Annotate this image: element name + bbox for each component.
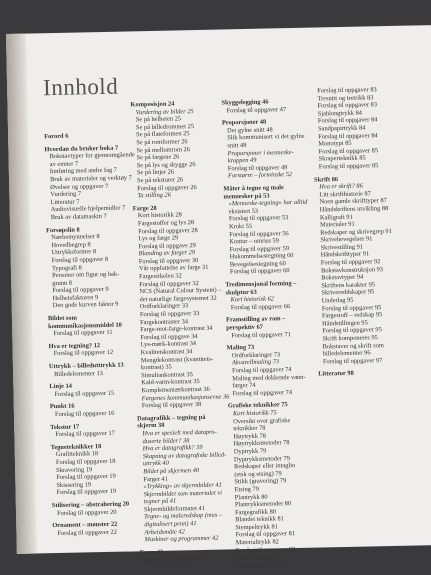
toc-chapter-entry: Tegneteknikker 18 [50,442,102,451]
page-title: Innhold [42,73,119,101]
toc-subentry: Personer om figur og bak- [51,270,120,280]
toc-subentry: Hukommelsestegning 60 [229,252,294,261]
toc-subentry: NCS (Natural Colour System) – [139,286,222,296]
toc-subentry: Farger 41 [143,475,168,483]
toc-subentry: Forslag til oppgaver 30 [138,256,199,266]
toc-subentry: Komplementærkontrast 36 [141,385,210,395]
toc-subentry: Bokstavtyper for gjennomgående [49,151,135,161]
toc-subentry: Kroki 55 [229,222,253,231]
toc-subentry: Litt skrifthistorie 87 [319,190,371,199]
toc-chapter-entry: Stilisering – abstrahering 20 [51,500,130,510]
toc-subentry: Forslag til oppgaver 85 [318,162,379,171]
toc-subentry: Forslag til oppgaver 17 [55,429,115,439]
toc-subentry: Noen gamle skrifttyper 87 [319,197,387,206]
toc-subentry: Forslag til oppgaver 66 [230,302,291,312]
toc-chapter-entry: Grafiske teknikker 75 [227,401,288,410]
toc-chapter-entry: skulptur 63 [225,288,257,297]
toc-subentry: Høytrykk 78 [233,432,267,441]
toc-subentry: Slik kommunisert vi det gylne [227,133,305,142]
toc-subentry: Fargekontraster 34 [139,317,189,326]
toc-subentry: Forslag til oppgaver 18 [55,457,116,467]
toc-subentry: Plantrykksmetoder 80 [234,500,292,509]
toc-subentry: Forslag til oppgaver 92 [320,258,381,267]
toc-subentry: Litteratur 7 [50,198,80,206]
toc-chapter-entry: Uttrykk – billedutttrykk 13 [48,361,124,371]
toc-subentry: Forslag til oppgaver 28 [138,226,198,235]
toc-chapter-entry: Punkt 16 [49,403,75,411]
toc-subentry: Forslag til oppgaver 12 [53,349,114,358]
toc-subentry: Ordforklaringer 33 [139,302,189,311]
book-page [6,25,431,570]
toc-subentry: Forslag til oppgaver 9 [52,286,109,295]
toc-subentry: Helhetsfaktoren 9 [52,294,99,302]
toc-subentry: Dyptrykksmetoder 79 [233,454,290,463]
toc-subentry: Forslag til oppgaver 53 [228,214,289,223]
toc-subentry: Hva er datagrafikk? 39 [142,444,203,453]
toc-subentry: Bruk av datamaskin 7 [50,212,107,222]
toc-subentry: Plantrykk 80 [234,493,268,501]
toc-column-4 [312,86,395,379]
toc-subentry: Forslag til oppgaver 95 [322,326,382,335]
toc-subentry: Forslag til oppgaver 11 [53,329,113,338]
toc-subentry: Etsing 79 [234,485,259,494]
toc-chapter-entry: Farge 28 [132,204,157,213]
toc-subentry: Skravering 19 [56,465,93,474]
toc-subentry: Forslag til oppgave 29 [138,241,196,250]
toc-subentry: Fargestoffer og lys 28 [137,219,195,228]
toc-subentry: Innføring med andre fag 7 [49,167,118,176]
toc-subentry: Forslag til oppgaver 71 [231,330,291,339]
toc-subentry: Forslag til oppgaver 84 [317,116,378,125]
toc-subentry: Forslag til oppgaver 56 [229,229,289,238]
toc-chapter-entry: Komposisjon 24 [130,100,175,109]
toc-subentry: Fargestoff – redskap 95 [321,311,383,320]
toc-subentry: duserte bilder? 38 [142,436,190,445]
toc-subentry: Lys-mørk-kontrast 34 [140,340,197,349]
toc-subentry: det naturlige fargesystemet 32 [139,294,217,304]
toc-subentry: Tresnitt og tretrikk 83 [317,93,374,103]
toc-column-3 [221,98,315,570]
toc-subentry: Skrivestilling 91 [320,243,364,252]
toc-chapter-entry: perspektiv 67 [226,323,264,332]
toc-chapter-entry: Måter å tegne og male [223,184,284,193]
toc-subentry: teknikker 78 [233,424,266,433]
toc-subentry: Monotypi 85 [318,139,352,148]
toc-subentry: Se på teksturer 26 [137,176,184,185]
toc-subentry: Blanding av farger 29 [138,249,196,258]
toc-subentry: Skriftens karakter 95 [321,281,375,290]
toc-subentry: Se på billedrommet 25 [135,122,195,132]
toc-column-2 [130,99,232,564]
toc-subentry: snitt 48 [227,141,247,150]
toc-chapter-entry: Tredimensjonal forming – [225,280,297,289]
toc-subentry: Oversikt over grafiske [233,416,291,425]
toc-subentry: Nærbemynnelser 8 [51,233,100,242]
toc-subentry: Forslag til oppgaver 83 [317,86,377,95]
toc-subentry: Akvarellmaling 73 [231,358,280,367]
toc-subentry: Forslag til oppgave 34 [140,332,198,342]
toc-subentry: Forslag til oppgaver 82 [235,545,296,554]
toc-subentry: farger 74 [232,382,256,390]
toc-subentry: Bokstavkonstruksjon 93 [320,265,384,275]
toc-subentry: Skrivereddskaper 95 [321,288,375,297]
toc-subentry: kontrast) 35 [140,363,172,372]
toc-subentry: «Menneske-tegning» har alltid [228,198,308,208]
toc-subentry: Kontur – omriss 59 [229,237,279,246]
toc-subentry: eksistert 53 [228,207,259,216]
toc-subentry: Kalligrafi 91 [319,213,353,221]
toc-subentry: Linoleumssnitt – [235,553,279,562]
toc-subentry: Proporsjoner i menneske- [227,148,294,157]
toc-subentry: Hva er spesielt med datapro- [142,428,217,438]
toc-subentry: Øvelser og oppgaver 7 [50,182,109,191]
toc-subentry: Ta stilling 26 [137,191,172,200]
toc-subentry: Forslag til oppgaver 60 [229,267,290,276]
toc-subentry: kroppen 49 [227,156,257,165]
toc-subentry: Skrift komponeres 95 [322,334,378,343]
toc-subentry: Mengdekontrast (kvantitets- [140,355,214,364]
toc-subentry: Kort historikk 28 [137,211,182,220]
toc-subentry: Sandpapirtrykk 84 [317,124,366,133]
toc-chapter-entry: Skyggelegging 46 [221,98,269,107]
toc-subentry: Skjermbildet som materialet vi [143,489,223,498]
toc-chapter-entry: Linje 14 [49,382,73,391]
toc-chapter-entry: Framstilling av rom – [225,315,286,324]
toc-subentry: Forslag til oppgaver 8 [51,255,109,264]
toc-subentry: Grafitteknikk 18 [55,450,99,459]
toc-subentry: Forslag til oppgaver 19 [56,472,116,482]
toc-subentry: Sjablongtrykk 84 [317,109,363,118]
toc-subentry: Materialtrykk 82 [235,538,279,547]
toc-subentry: Forslag til oppgaver 49 [227,163,288,173]
toc-subentry: Forslag til oppgaver 22 [57,528,117,537]
toc-chapter-entry: Forord 6 [44,132,69,141]
toc-subentry: Billedelementer 13 [54,369,104,378]
toc-subentry: Stikk (gravering) 79 [234,477,287,486]
toc-subentry: grunn 8 [52,279,73,287]
toc-chapter-entry: Form 43 [139,548,164,557]
toc-subentry: Hva er skrift? 86 [319,182,363,191]
toc-subentry: «Trykking» av skjermbilder 41 [143,481,222,491]
toc-subentry: Hovedbegrep 8 [51,240,91,249]
toc-subentry: Kvalitetskontrast 34 [140,348,193,357]
toc-subentry: tegner på 41 [143,497,177,506]
toc-chapter-entry: Bildet som [47,314,77,323]
toc-subentry: Maskiner og programmer 42 [144,534,219,544]
toc-subentry: Redskaper og skrivegrep 91 [320,227,392,237]
toc-subentry: Håndstillingen 95 [322,319,368,328]
toc-subentry: av emner 7 [49,160,79,168]
toc-subentry: Arbeidsmåte 42 [144,528,185,536]
toc-subentry: Skapning av datagrafiske billed- [142,451,227,460]
toc-chapter-entry: Litteratur 98 [318,370,354,378]
toc-subentry: Bildet på skjermen 40 [143,466,200,476]
toc-subentry: Forslag til oppgaver 32 [139,279,199,288]
toc-subentry: uttrykk 40 [142,459,169,468]
toc-subentry: Den gode kurven faktor 9 [52,301,119,310]
toc-subentry: Audiovisuelle hjelpemidler 7 [50,204,126,214]
toc-subentry: Forslag til oppgaver 26 [137,183,197,192]
toc-subentry: linoleumstrykk 82 [236,561,282,570]
toc-subentry: Se på linjer 26 [136,168,175,177]
toc-subentry: Se på fargene 26 [136,153,180,162]
toc-chapter-entry: Skrift 86 [314,175,339,184]
toc-subentry: Forstørre – forminske 52 [227,171,293,180]
toc-subentry: Redskaper eller intaglio [234,462,296,471]
page-gutter-shadow [6,34,37,554]
toc-subentry: Stempeltrykk 81 [235,523,278,532]
toc-subentry: Håndskrifttyper 91 [320,250,370,259]
toc-subentry: Forslag til oppgaver 85 [318,146,379,156]
toc-subentry: Bokstaver og skrift som [322,341,384,351]
toc-subentry: Forslag til oppgaver 74 [232,388,293,398]
toc-subentry: Ordforklaringer 73 [231,351,281,360]
toc-subentry: Kald-varm-kontrast 35 [141,378,200,387]
toc-chapter-entry: Datagrafikk – tegning på [137,413,206,423]
toc-subentry: Forslag til oppgaver 83 [317,101,378,110]
toc-subentry: Dyptrykk 79 [233,447,267,456]
toc-subentry: Uttrykksformer 8 [51,248,97,257]
toc-subentry: Forslag til oppgaver 59 [229,244,290,254]
toc-subentry: Forslag til oppgaver 20 [56,508,117,517]
toc-chapter-entry: skjerm 38 [137,422,165,430]
toc-chapter-entry: mennesker på 53 [223,192,270,201]
toc-subentry: Vurdering 7 [50,190,82,199]
toc-chapter-entry: Ornament – mønster 22 [52,520,118,530]
toc-subentry: Forslag til oppgaver 95 [321,303,382,313]
toc-subentry: Underlag 95 [321,296,354,305]
toc-subentry: Forslag til oppgaver 15 [54,389,115,398]
toc-subentry: Skissering 19 [56,481,92,489]
toc-subentry: Fargegrafikk 80 [234,508,277,516]
toc-chapter-entry: Forsøpslin 8 [46,226,80,234]
toc-chapter-entry: Maling 73 [226,344,255,352]
toc-chapter-entry: Proporsjoner 48 [221,118,267,127]
toc-subentry: Forslag til oppgaver 97 [322,356,383,366]
toc-subentry: Forslag til oppgaver 33 [139,310,200,319]
toc-subentry: Forslag til oppgaver 43 [144,555,205,564]
toc-subentry: Kort historikk 75 [232,409,277,418]
toc-subentry: Simultankontrast 35 [141,370,193,380]
toc-subentry: Fargesirkelen 32 [139,272,182,281]
toc-subentry: Vår oppfattelse av farge 31 [138,264,209,273]
toc-subentry: Vurdering av bilder 25 [135,107,194,116]
toc-subentry: digitalisert penn) 41 [144,520,197,529]
toc-subentry: Tegne- og maleredskap (mus – [144,512,223,521]
toc-subentry: Bokstavtyper 94 [321,273,364,282]
toc-subentry: Håndskriftens utvikling 88 [319,204,389,214]
toc-subentry: Forslag til oppgaver 81 [235,530,296,539]
toc-subentry: Kort historisk 62 [230,295,275,304]
toc-subentry: Bevegelsestegning 60 [229,260,286,269]
toc-subentry: Se på flateformen 25 [136,130,190,139]
toc-chapter-entry: Tekstur 17 [50,423,80,431]
toc-subentry: Se på mellomrom 26 [136,145,190,154]
toc-subentry: Skjermbildeformatet 41 [143,504,205,514]
toc-subentry: billedelementer 96 [322,349,371,358]
toc-subentry: Bruk av materialer og verktøy 7 [49,174,132,184]
toc-subentry: Forslag til oppgaver 16 [54,409,115,419]
toc-subentry: Se på lys og skygge 26 [136,160,196,170]
toc-subentry: Forslag til oppgaver 84 [318,131,378,141]
toc-subentry: Lys og farge 29 [138,234,179,243]
toc-subentry: Forslag til oppgaver 19 [56,488,117,497]
toc-subentry: Maling med dekkende vann- [232,373,306,382]
toc-subentry: Fargenes kommunikasjonsevne 36 [141,392,230,402]
toc-subentry: Blandet teknikk 81 [235,515,284,524]
toc-chapter-entry: Hva er tegning? 12 [48,341,101,351]
toc-subentry: Materialer 91 [319,220,355,229]
toc-subentry: Se på helheten 25 [135,115,182,124]
toc-subentry: Forslag til oppgaver 38 [141,401,202,410]
toc-chapter-entry: kommunikasjonsmiddel 10 [48,321,122,330]
toc-subentry: Forslag til oppgaver 74 [232,366,292,375]
toc-subentry: (etsk og etsing) 79 [234,470,282,479]
toc-subentry: Typografi 8 [51,263,82,272]
toc-subentry: Det gylne snitt 48 [226,126,273,135]
toc-subentry: Høytrykksmetoder 78 [233,439,290,448]
toc-subentry: Forslag til oppgaver 47 [226,105,287,114]
toc-subentry: Se på romformer 26 [136,138,188,147]
toc-column-1 [44,131,143,537]
toc-subentry: Skrivebevegelser 91 [320,235,373,244]
toc-subentry: Farge-mot-farge-kontrast 34 [140,324,213,334]
toc-chapter-entry: Hvordan du bruker boka 7 [44,144,119,153]
toc-subentry: Skraperteknikk 85 [318,154,366,163]
